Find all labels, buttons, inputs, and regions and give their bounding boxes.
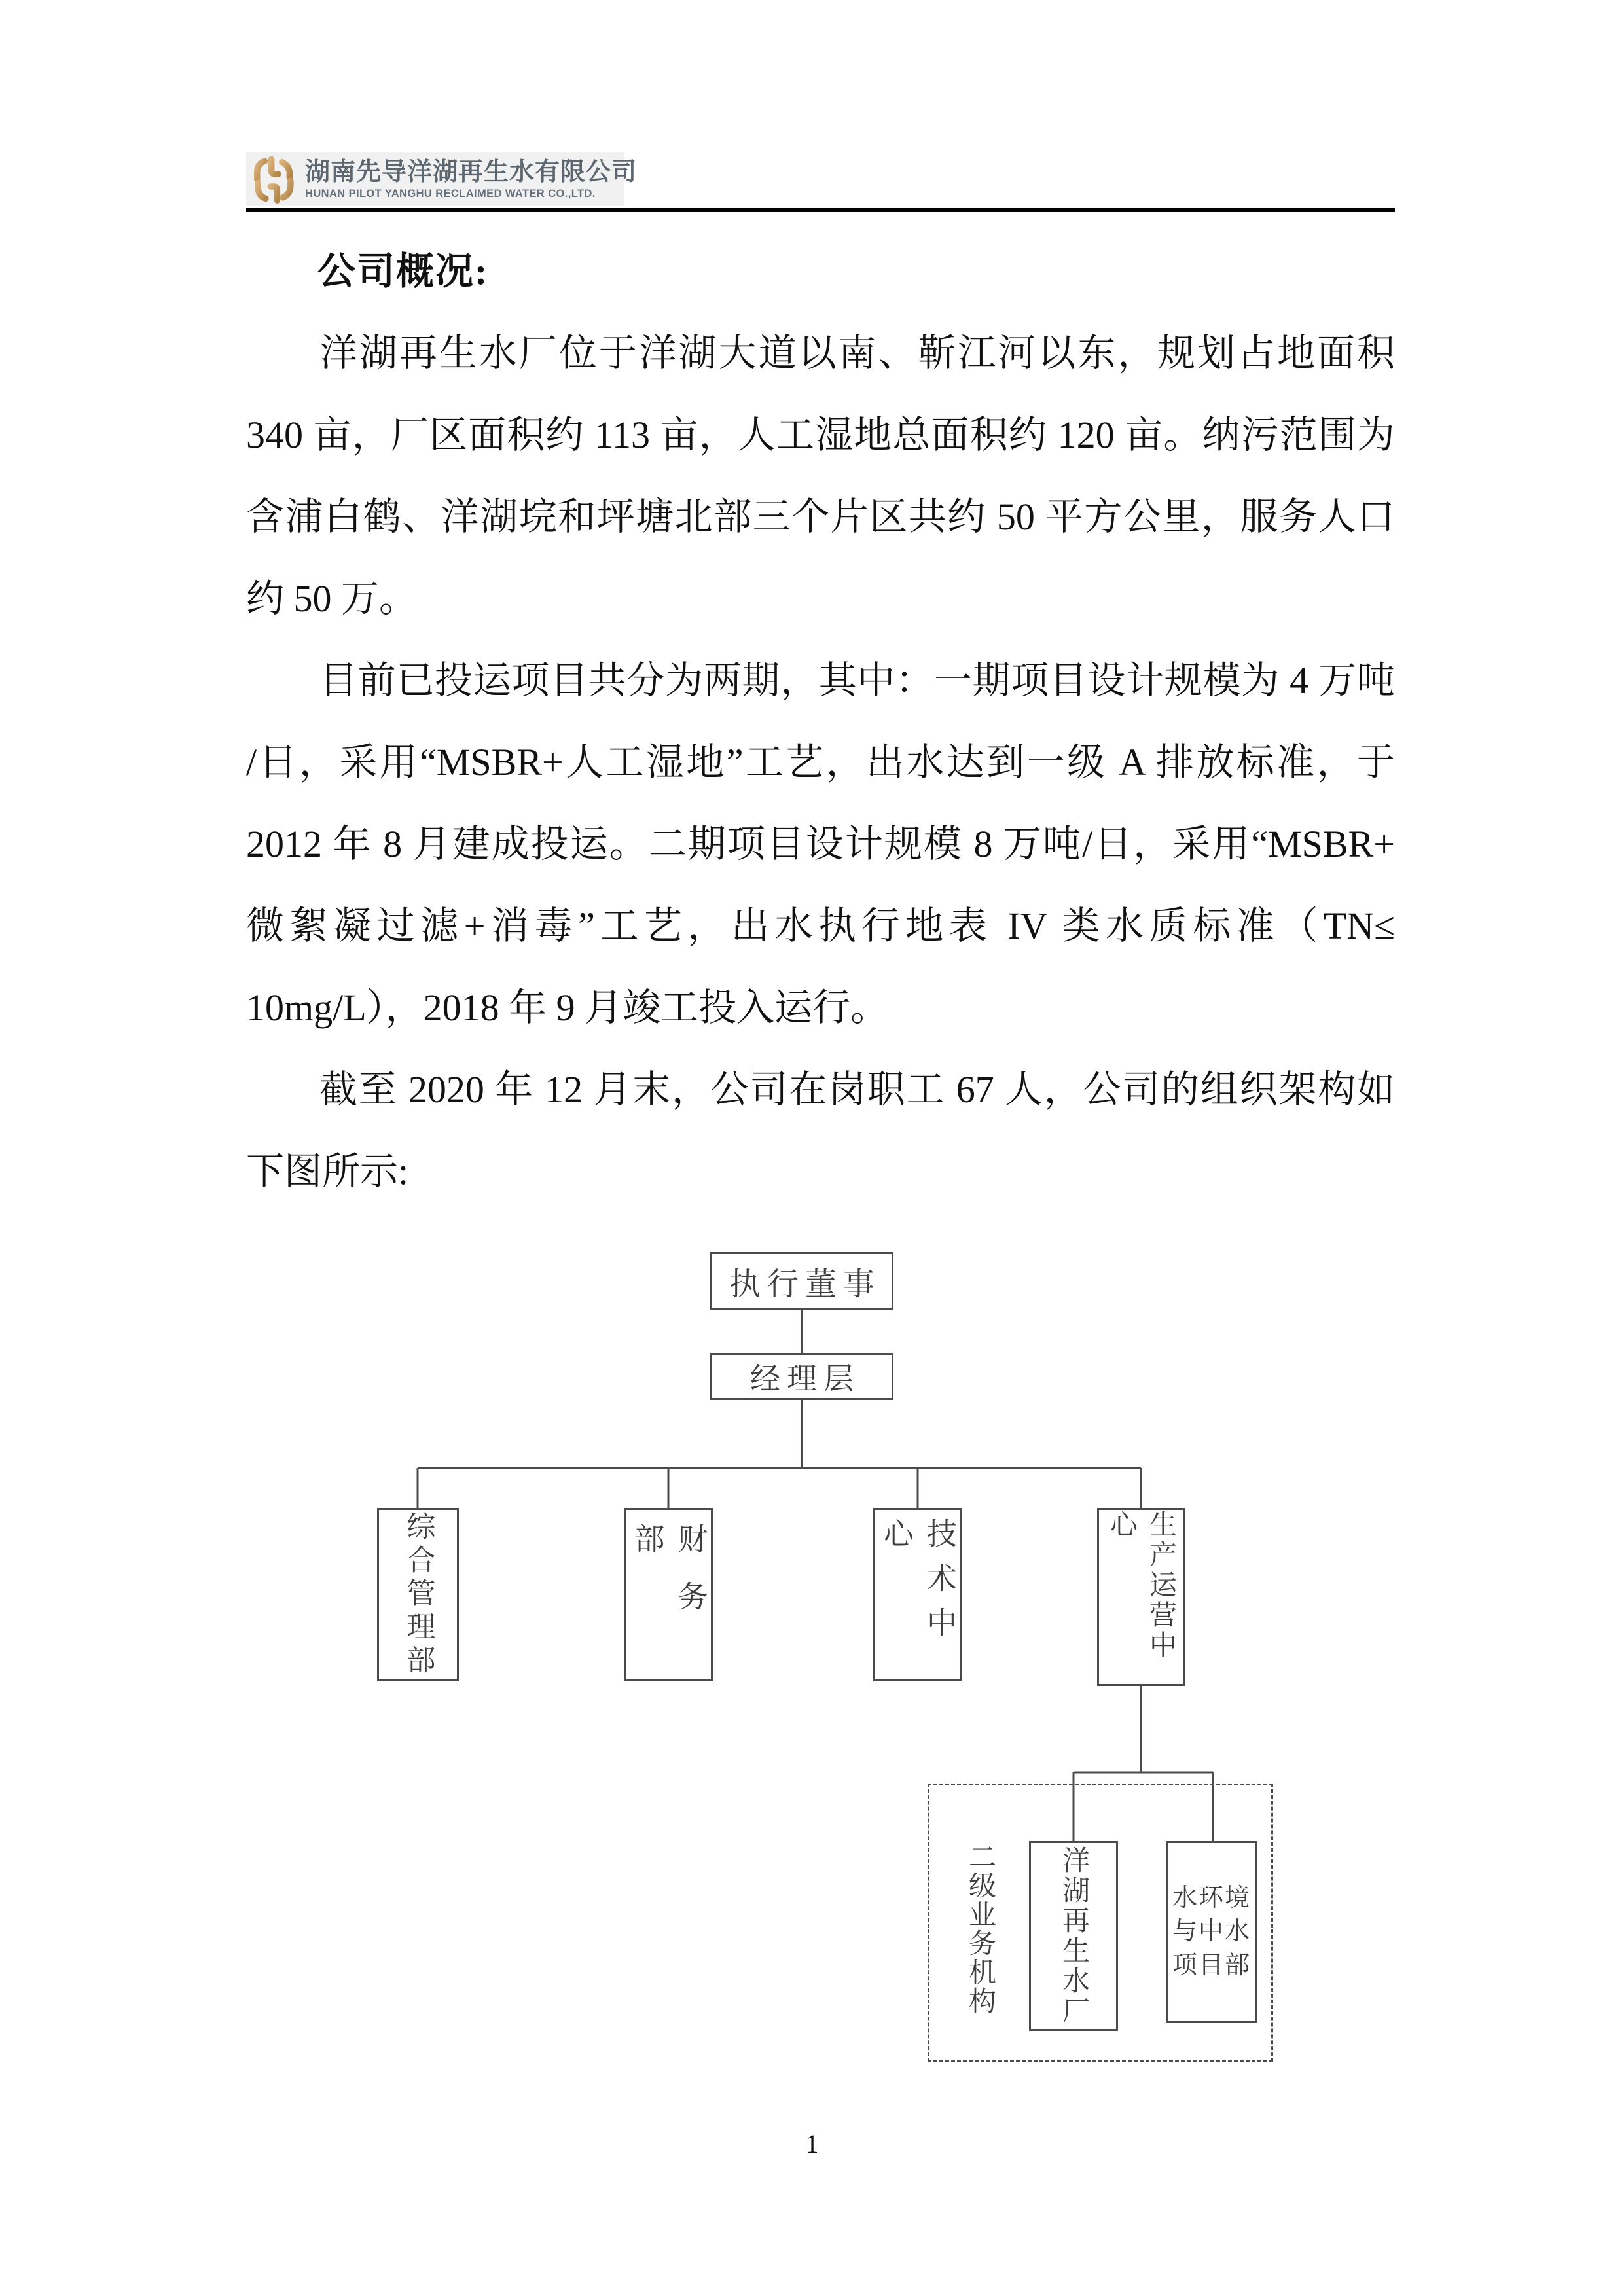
secondary-business-label: 二级业务机构 — [965, 1842, 995, 2015]
org-node-executive-director: 执行董事 — [710, 1252, 893, 1310]
header-divider-rule — [246, 208, 1395, 212]
section-heading: 公司概况: — [317, 250, 489, 293]
org-node-water-env-project-dept: 水环境与中水项目部 — [1166, 1841, 1257, 2023]
org-node-management-layer: 经理层 — [710, 1353, 893, 1400]
paragraph-1-line-1: 洋湖再生水厂位于洋湖大道以南、靳江河以东，规划占地面积 — [319, 332, 1395, 374]
paragraph-2-line-1: 目前已投运项目共分为两期，其中：一期项目设计规模为 4 万吨 — [319, 659, 1395, 702]
paragraph-2-line-5: 10mg/L），2018 年 9 月竣工投入运行。 — [246, 986, 889, 1029]
company-logo-text — [305, 158, 637, 201]
org-node-tech-center: 技术中心 — [873, 1508, 962, 1681]
paragraph-3-line-1: 截至 2020 年 12 月末，公司在岗职工 67 人，公司的组织架构如 — [319, 1068, 1395, 1111]
org-node-finance-dept: 财务部 — [624, 1508, 713, 1681]
page-number: 1 — [805, 2129, 819, 2159]
paragraph-2-line-3: 2012 年 8 月建成投运。二期项目设计规模 8 万吨/日，采用“MSBR+ — [246, 823, 1395, 865]
paragraph-1-line-3: 含浦白鹤、洋湖垸和坪塘北部三个片区共约 50 平方公里，服务人口 — [246, 495, 1395, 538]
document-body — [246, 230, 1395, 1212]
org-node-production-ops-center: 生产运营中心 — [1097, 1508, 1185, 1686]
org-node-yanghu-plant: 洋湖再生水厂 — [1029, 1841, 1118, 2031]
paragraph-2-line-2: /日，采用“MSBR+人工湿地”工艺，出水达到一级 A 排放标准，于 — [246, 741, 1395, 783]
company-name-zh: 湖南先导洋湖再生水有限公司 — [305, 158, 638, 186]
paragraph-1-line-4: 约 50 万。 — [246, 577, 418, 620]
company-logo-icon — [250, 154, 298, 204]
paragraph-3-line-2: 下图所示: — [246, 1150, 409, 1193]
paragraph-2-line-4: 微絮凝过滤+消毒”工艺，出水执行地表 IV 类水质标准（TN≤ — [246, 905, 1395, 947]
org-node-general-admin-dept: 综合管理部 — [377, 1508, 459, 1681]
company-logo — [246, 152, 638, 206]
company-name-en: HUNAN PILOT YANGHU RECLAIMED WATER CO.,LTD. — [305, 188, 596, 200]
paragraph-1-line-2: 340 亩，厂区面积约 113 亩，人工湿地总面积约 120 亩。纳污范围为 — [246, 414, 1395, 456]
